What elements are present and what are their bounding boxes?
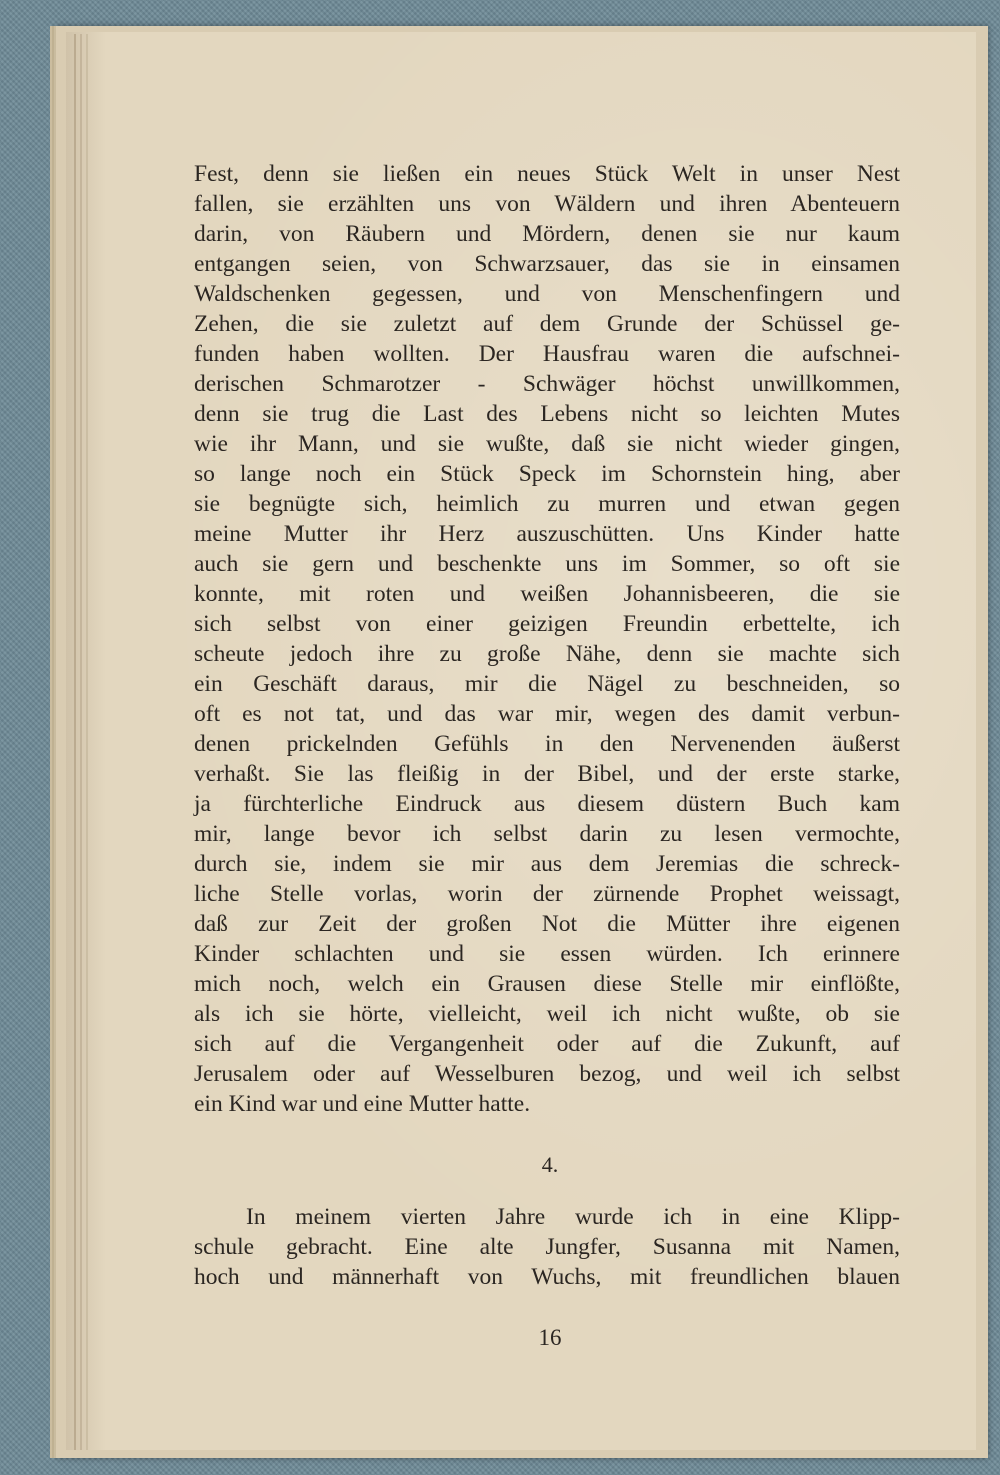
gutter-line: [74, 34, 76, 1450]
gutter-line: [86, 34, 88, 1450]
text-line: so lange noch ein Stück Speck im Schornstein hing, aber: [194, 461, 900, 487]
text-line: als ich sie hörte, vielleicht, weil ich nicht wußte, ob sie: [194, 1001, 900, 1027]
text-line: ja fürchterliche Eindruck aus diesem düstern Buch kam: [194, 791, 900, 817]
page-number: 16: [538, 1325, 562, 1350]
text-line: sie begnügte sich, heimlich zu murren und etwan gegen: [194, 491, 900, 517]
text-line: oft es not tat, und das war mir, wegen des damit verbun-: [194, 701, 900, 727]
text-line: denn sie trug die Last des Lebens nicht so leichten Mutes: [194, 401, 900, 427]
text-line: Jerusalem oder auf Wesselburen bezog, und weil ich selbst: [194, 1061, 900, 1087]
text-line: daß zur Zeit der großen Not die Mütter ihre eigenen: [194, 911, 900, 937]
text-line: In meinem vierten Jahre wurde ich in eine Klipp-: [246, 1204, 900, 1230]
text-line: konnte, mit roten und weißen Johannisbeeren, die sie: [194, 581, 900, 607]
main-paragraph: [194, 159, 900, 1119]
text-line: verhaßt. Sie las fleißig in der Bibel, und der erste starke,: [194, 761, 900, 787]
text-line: scheute jedoch ihre zu große Nähe, denn sie machte sich: [194, 641, 900, 667]
text-line: wie ihr Mann, und sie wußte, daß sie nicht wieder gingen,: [194, 431, 900, 457]
text-line: Kinder schlachten und sie essen würden. Ich erinnere: [194, 941, 900, 967]
text-line: sich auf die Vergangenheit oder auf die Zukunft, auf: [194, 1031, 900, 1057]
text-line: entgangen seien, von Schwarzsauer, das sie in einsamen: [194, 251, 900, 277]
text-line: ein Geschäft daraus, mir die Nägel zu beschneiden, so: [194, 671, 900, 697]
text-line: funden haben wollten. Der Hausfrau waren die aufschnei-: [194, 341, 900, 367]
text-line: liche Stelle vorlas, worin der zürnende Prophet weissagt,: [194, 881, 900, 907]
text-line: hoch und männerhaft von Wuchs, mit freundlichen blauen: [194, 1264, 900, 1290]
text-line: auch sie gern und beschenkte uns im Sommer, so oft sie: [194, 551, 900, 577]
text-line: sich selbst von einer geizigen Freundin erbettelte, ich: [194, 611, 900, 637]
second-paragraph: [194, 1202, 900, 1292]
gutter-line: [80, 34, 82, 1450]
text-line: darin, von Räubern und Mördern, denen sie nur kaum: [194, 221, 900, 247]
text-line: denen prickelnden Gefühls in den Nervenenden äußerst: [194, 731, 900, 757]
text-line: Zehen, die sie zuletzt auf dem Grunde der Schüssel ge-: [194, 311, 900, 337]
text-line: derischen Schmarotzer - Schwäger höchst unwillkommen,: [194, 371, 900, 397]
text-line: meine Mutter ihr Herz auszuschütten. Uns Kinder hatte: [194, 521, 900, 547]
text-line: schule gebracht. Eine alte Jungfer, Susanna mit Namen,: [194, 1234, 900, 1260]
text-line: mich noch, welch ein Grausen diese Stelle mir einflößte,: [194, 971, 900, 997]
text-line: fallen, sie erzählten uns von Wäldern und ihren Abenteuern: [194, 191, 900, 217]
text-line: Waldschenken gegessen, und von Menschenfingern und: [194, 281, 900, 307]
text-line: Fest, denn sie ließen ein neues Stück Welt in unser Nest: [194, 161, 900, 187]
text-line: durch sie, indem sie mir aus dem Jeremias die schreck-: [194, 851, 900, 877]
text-line: ein Kind war und eine Mutter hatte.: [194, 1091, 531, 1117]
text-line: mir, lange bevor ich selbst darin zu lesen vermochte,: [194, 821, 900, 847]
section-number: 4.: [541, 1152, 559, 1177]
